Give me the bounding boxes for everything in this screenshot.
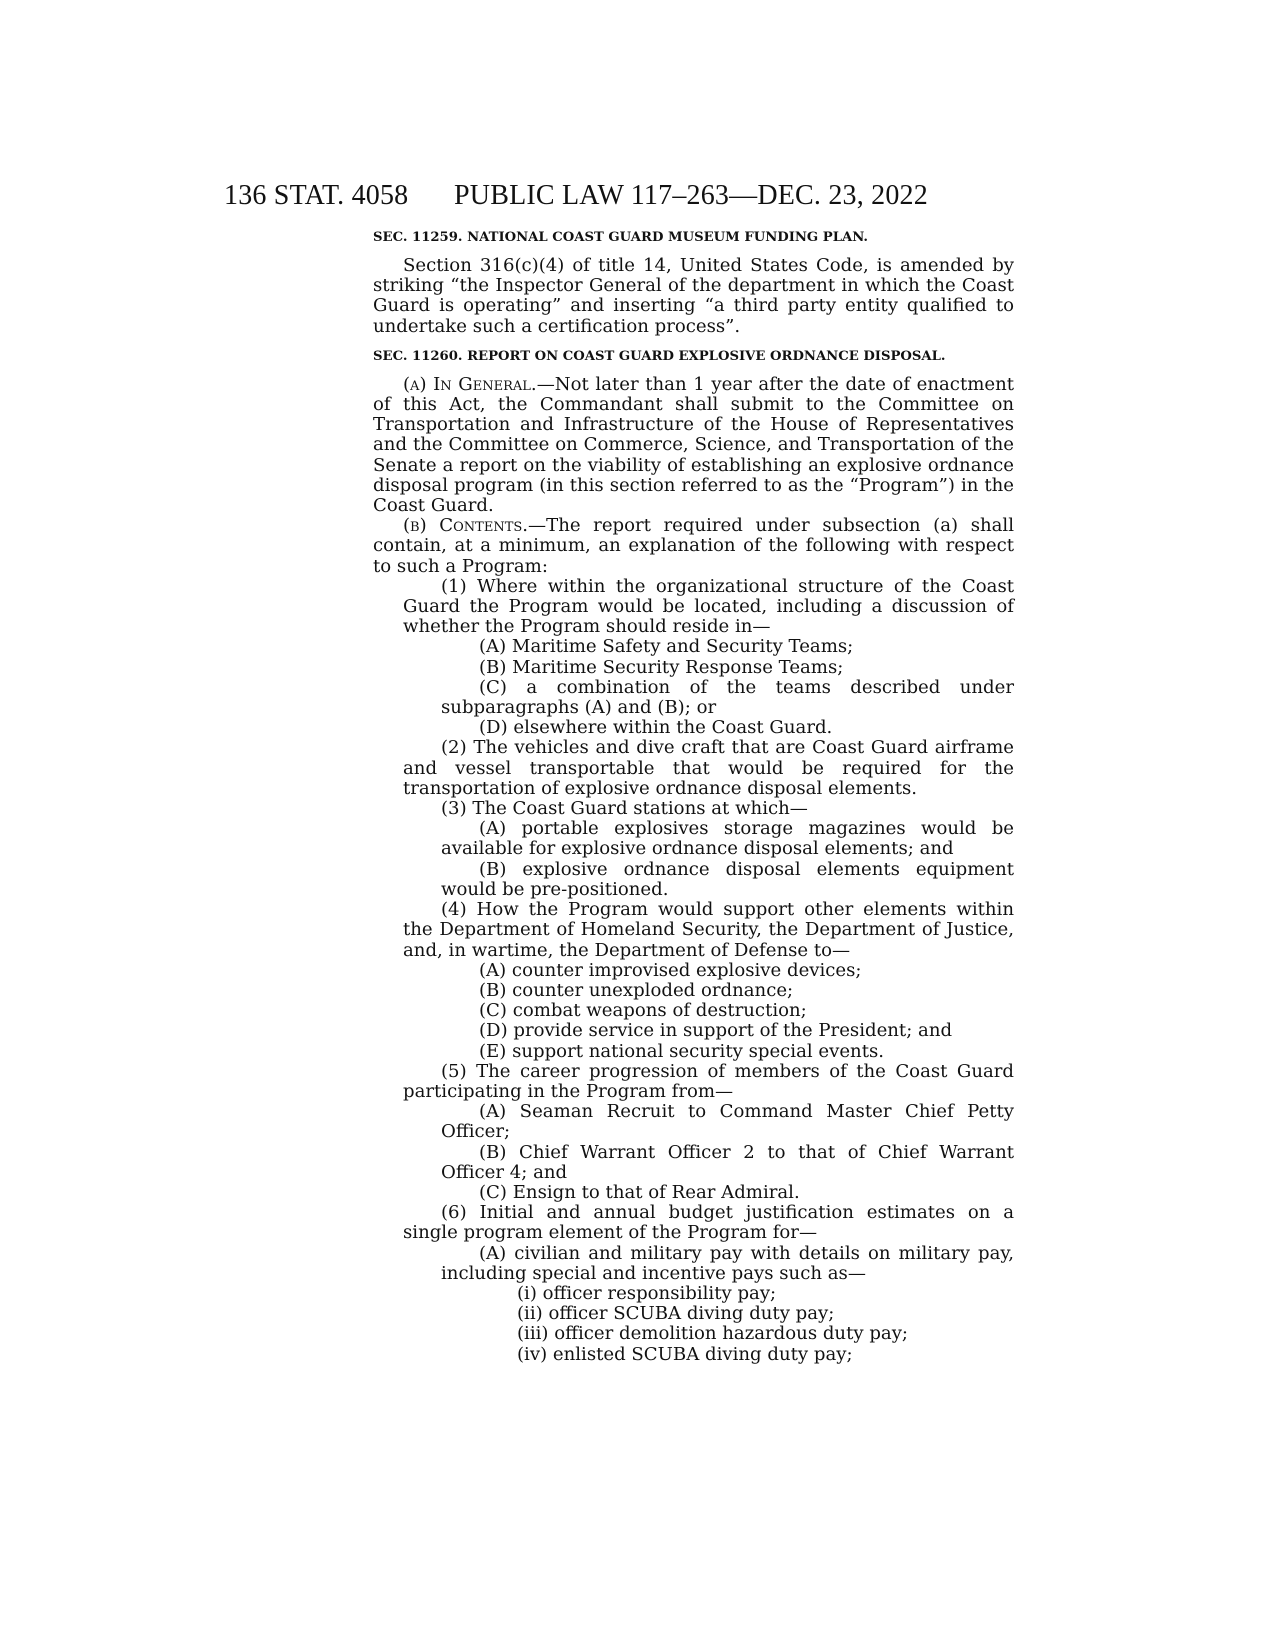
list-item: (A) Seaman Recruit to Command Master Chief Petty Officer; — [441, 1101, 1014, 1143]
statute-page-number: 136 STAT. 4058 — [224, 180, 409, 211]
subsection-b-label: (b) Contents. — [403, 515, 529, 537]
subsection-b-list — [373, 577, 1014, 1365]
list-item: (ii) officer SCUBA diving duty pay; — [517, 1303, 835, 1325]
list-item: (C) Ensign to that of Rear Admiral. — [479, 1181, 800, 1203]
list-item: (6) Initial and annual budget justification estimates on a single program element of the Program for— — [403, 1202, 1014, 1244]
section-11259-text: Section 316(c)(4) of title 14, United States Code, is amended by striking “the Inspector General of the department in which the Coast Guard is operating” and inserting “a third party entity qualified to undertake such a certification process”. — [373, 255, 1014, 337]
list-item: (A) portable explosives storage magazines would be available for explosive ordnance disposal elements; and — [441, 818, 1014, 860]
document-body — [373, 228, 1014, 1365]
section-heading-11260: SEC. 11260. REPORT ON COAST GUARD EXPLOSIVE ORDNANCE DISPOSAL. — [373, 348, 946, 364]
list-item: (1) Where within the organizational structure of the Coast Guard the Program would be located, including a discussion of whether the Program should reside in— — [403, 575, 1014, 638]
subsection-a — [373, 375, 1014, 516]
list-item: (C) combat weapons of destruction; — [479, 1000, 807, 1022]
list-item: (A) counter improvised explosive devices; — [479, 959, 862, 981]
list-item: (A) Maritime Safety and Security Teams; — [479, 636, 854, 658]
list-item: (C) a combination of the teams described under subparagraphs (A) and (B); or — [441, 676, 1014, 719]
subsection-a-label: (a) In General. — [403, 373, 537, 395]
list-item: (5) The career progression of members of the Coast Guard participating in the Program from— — [403, 1060, 1014, 1102]
list-item: (B) explosive ordnance disposal elements equipment would be pre-positioned. — [441, 858, 1014, 900]
list-item: (iv) enlisted SCUBA diving duty pay; — [517, 1343, 853, 1365]
list-item: (D) elsewhere within the Coast Guard. — [479, 717, 833, 739]
list-item: (A) civilian and military pay with details on military pay, including special and incentive pays such as— — [441, 1242, 1014, 1284]
subsection-b — [373, 516, 1014, 577]
list-item: (B) counter unexploded ordnance; — [479, 979, 794, 1001]
public-law-citation: PUBLIC LAW 117–263—DEC. 23, 2022 — [454, 180, 928, 211]
list-item: (D) provide service in support of the President; and — [479, 1020, 953, 1042]
list-item: (2) The vehicles and dive craft that are Coast Guard airframe and vessel transportable that would be required for the transportation of explosive ordnance disposal elements. — [403, 737, 1014, 799]
subsection-b-text: —The report required under subsection (a) shall contain, at a minimum, an explanation of the following with respect to such a Program: — [373, 515, 1014, 577]
section-heading-11259: SEC. 11259. NATIONAL COAST GUARD MUSEUM FUNDING PLAN. — [373, 230, 868, 245]
list-item: (3) The Coast Guard stations at which— — [441, 798, 808, 820]
list-item: (4) How the Program would support other elements within the Department of Homeland Security, the Department of Justice, and, in wartime, the Department of Defense to— — [403, 899, 1014, 961]
list-item: (iii) officer demolition hazardous duty pay; — [517, 1323, 909, 1345]
running-header — [224, 176, 1024, 216]
subsection-a-text: —Not later than 1 year after the date of enactment of this Act, the Commandant shall submit to the Committee on Transportation and Infrastructure of the House of Representatives and the Committee on Commerce, Science, and Transportation of the Senate a report on the viability of establishing an explosive ordnance disposal program (in this section referred to as the “Program”) in the Coast Guard. — [373, 373, 1015, 517]
list-item: (B) Chief Warrant Officer 2 to that of Chief Warrant Officer 4; and — [441, 1141, 1014, 1183]
list-item: (i) officer responsibility pay; — [517, 1282, 777, 1304]
list-item: (B) Maritime Security Response Teams; — [479, 656, 844, 678]
list-item: (E) support national security special events. — [479, 1040, 884, 1062]
